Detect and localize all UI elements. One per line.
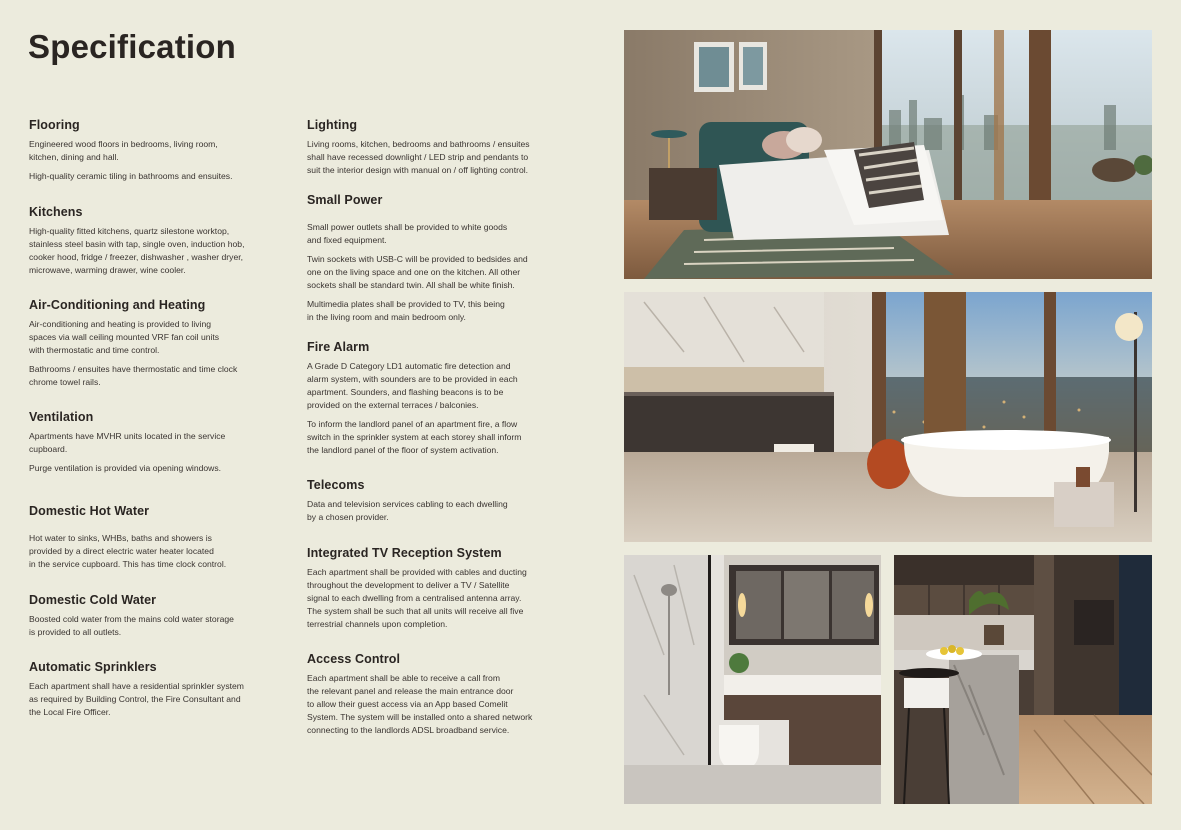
section-automatic-sprinklers [29, 660, 244, 725]
section-heading: Domestic Cold Water [29, 593, 157, 607]
kitchen-photo [894, 555, 1152, 804]
section-paragraph: To inform the landlord panel of an apartment fire, a flow switch in the sprinkler system at each storey shall inform the landlord panel of the floor of system activation. [307, 419, 522, 455]
section-ventilation [29, 410, 225, 481]
section-paragraph: Each apartment shall have a residential sprinkler system as required by Building Control, the Fire Consultant and the Local Fire Officer. [29, 681, 244, 717]
section-paragraph: Purge ventilation is provided via opening windows. [29, 463, 222, 473]
section-paragraph: Engineered wood floors in bedrooms, living room, kitchen, dining and hall. [29, 139, 218, 162]
section-air-conditioning [29, 298, 237, 395]
section-paragraph: Each apartment shall be able to receive a call from the relevant panel and release the main entrance door to allow their guest access via an App based Comelit System. The system will be installed onto a shared network connecting to the landlords ADSL broadband service. [307, 673, 533, 735]
section-domestic-hot-water [29, 504, 226, 577]
section-paragraph: Air-conditioning and heating is provided to living spaces via wall ceiling mounted VRF fan coil units with thermostatic and time control. [29, 319, 220, 355]
section-paragraph: High-quality ceramic tiling in bathrooms and ensuites. [29, 171, 233, 181]
section-paragraph: Boosted cold water from the mains cold water storage is provided to all outlets. [29, 614, 234, 637]
section-heading: Small Power [307, 193, 383, 207]
section-heading: Fire Alarm [307, 340, 370, 354]
section-access-control [307, 652, 532, 743]
section-paragraph: Multimedia plates shall be provided to TV, this being in the living room and main bedroom only. [307, 299, 505, 322]
section-heading: Air-Conditioning and Heating [29, 298, 206, 312]
section-fire-alarm [307, 340, 521, 463]
section-heading: Flooring [29, 118, 80, 132]
section-paragraph: Living rooms, kitchen, bedrooms and bathrooms / ensuites shall have recessed downlight / LED strip and pendants to suit the interior design with manual on / off lighting control. [307, 139, 530, 175]
section-lighting [307, 118, 530, 183]
section-heading: Lighting [307, 118, 358, 132]
section-paragraph: Data and television services cabling to each dwelling by a chosen provider. [307, 499, 508, 522]
section-paragraph: Apartments have MVHR units located in the service cupboard. [29, 431, 226, 454]
section-heading: Kitchens [29, 205, 83, 219]
shower-room-photo [624, 555, 881, 804]
section-paragraph: Hot water to sinks, WHBs, baths and showers is provided by a direct electric water heater located in the service cupboard. This has time clock control. [29, 533, 227, 569]
section-heading: Ventilation [29, 410, 94, 424]
section-paragraph: A Grade D Category LD1 automatic fire detection and alarm system, with sounders are to be provided in each apartment. Sounders, and flashing beacons is to be provided on the external terraces / balconies. [307, 361, 518, 410]
section-telecoms [307, 478, 508, 530]
section-integrated-tv [307, 546, 527, 637]
section-small-power [307, 193, 528, 330]
section-flooring [29, 118, 233, 189]
section-paragraph: Bathrooms / ensuites have thermostatic and time clock chrome towel rails. [29, 364, 238, 387]
section-domestic-cold-water [29, 593, 234, 645]
section-heading: Telecoms [307, 478, 365, 492]
section-heading: Integrated TV Reception System [307, 546, 502, 560]
section-heading: Automatic Sprinklers [29, 660, 157, 674]
section-heading: Access Control [307, 652, 401, 666]
section-paragraph: High-quality fitted kitchens, quartz silestone worktop, stainless steel basin with tap, single oven, induction hob, cooker hood, fridge / freezer, dishwasher , washer dryer, microwave, warming drawer, wine cooler. [29, 226, 245, 275]
page-title: Specification [28, 28, 236, 65]
bedroom-photo [624, 30, 1152, 279]
bathroom-tub-photo [624, 292, 1152, 542]
section-paragraph: Twin sockets with USB-C will be provided to bedsides and one on the living space and one on the kitchen. All other sockets shall be standard twin. All shall be white finish. [307, 254, 528, 290]
section-paragraph: Each apartment shall be provided with cables and ducting throughout the development to deliver a TV / Satellite signal to each dwelling from a centralised antenna array. The system shall be such that all units will receive all five terrestrial channels upon completion. [307, 567, 527, 629]
section-paragraph: Small power outlets shall be provided to white goods and fixed equipment. [307, 222, 508, 245]
section-heading: Domestic Hot Water [29, 504, 150, 518]
section-kitchens [29, 205, 244, 283]
